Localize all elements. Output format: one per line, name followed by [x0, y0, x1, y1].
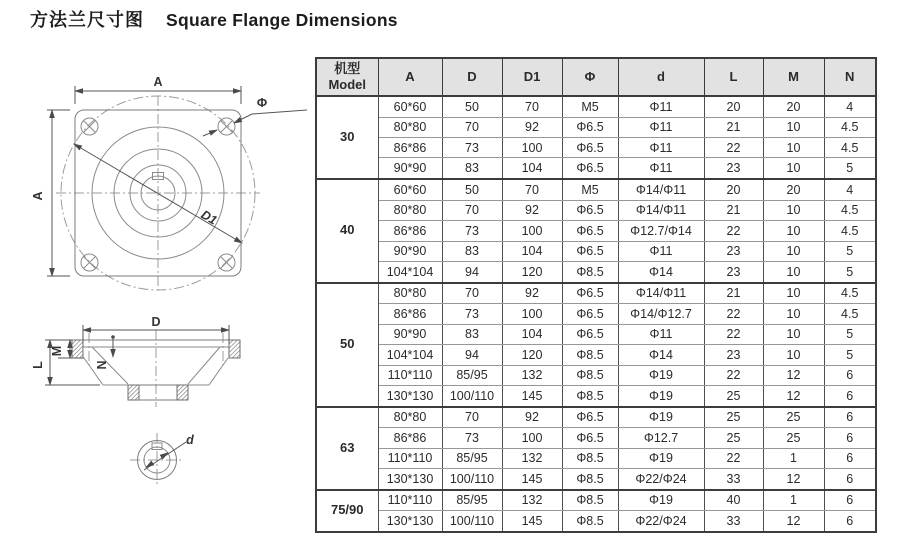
dim-cell: 4.5 [824, 283, 876, 304]
dim-cell: 70 [442, 283, 502, 304]
dim-cell: 80*80 [378, 200, 442, 220]
dim-cell: 70 [442, 200, 502, 220]
dim-cell: Φ6.5 [562, 428, 618, 448]
dim-cell: 20 [704, 96, 763, 117]
dim-cell: 6 [824, 511, 876, 532]
dim-cell: 25 [704, 428, 763, 448]
header-col: d [618, 58, 704, 96]
dim-cell: Φ8.5 [562, 469, 618, 490]
dim-cell: Φ14/Φ11 [618, 283, 704, 304]
dim-cell: 40 [704, 490, 763, 511]
dim-cell: 130*130 [378, 511, 442, 532]
dim-cell: Φ8.5 [562, 448, 618, 468]
dim-cell: Φ8.5 [562, 511, 618, 532]
dim-cell: M5 [562, 96, 618, 117]
dim-cell: Φ11 [618, 324, 704, 344]
dim-cell: 100 [502, 138, 562, 158]
table-row [316, 511, 876, 532]
dim-cell: 94 [442, 262, 502, 283]
svg-text:d: d [186, 433, 194, 447]
dim-cell: 86*86 [378, 138, 442, 158]
dim-cell: 25 [763, 407, 824, 428]
dim-cell: 23 [704, 262, 763, 283]
page-title-zh: 方法兰尺寸图 [30, 10, 144, 30]
dim-cell: 23 [704, 158, 763, 179]
dim-cell: Φ14 [618, 262, 704, 283]
dim-cell: 10 [763, 241, 824, 261]
flange-front-view [31, 75, 307, 290]
dim-cell: 25 [704, 385, 763, 406]
table-row [316, 448, 876, 468]
dim-cell: 10 [763, 158, 824, 179]
dim-cell: 73 [442, 138, 502, 158]
dim-cell: 20 [704, 179, 763, 200]
dim-cell: 4 [824, 96, 876, 117]
header-col: Φ [562, 58, 618, 96]
dim-cell: 120 [502, 262, 562, 283]
table-row [316, 304, 876, 324]
dim-cell: 5 [824, 241, 876, 261]
dim-cell: 50 [442, 96, 502, 117]
table-row [316, 385, 876, 406]
dim-cell: Φ6.5 [562, 200, 618, 220]
dim-cell: Φ19 [618, 490, 704, 511]
dim-cell: 120 [502, 345, 562, 365]
table-row [316, 324, 876, 344]
dim-cell: 22 [704, 365, 763, 385]
table-row [316, 241, 876, 261]
dim-cell: 110*110 [378, 448, 442, 468]
table-row [316, 345, 876, 365]
svg-text:M: M [50, 345, 64, 357]
dim-cell: 80*80 [378, 407, 442, 428]
dim-cell: 21 [704, 200, 763, 220]
dim-cell: 130*130 [378, 385, 442, 406]
header-model [316, 58, 378, 96]
dim-cell: 104 [502, 241, 562, 261]
model-cell: 30 [316, 96, 378, 179]
dim-cell: 20 [763, 179, 824, 200]
dim-cell: Φ11 [618, 158, 704, 179]
dim-cell: 4.5 [824, 200, 876, 220]
dim-cell: 10 [763, 138, 824, 158]
dim-cell: Φ19 [618, 365, 704, 385]
dim-cell: Φ6.5 [562, 324, 618, 344]
dim-cell: 6 [824, 448, 876, 468]
dim-cell: Φ14 [618, 345, 704, 365]
table-body [316, 96, 876, 532]
dim-cell: 100 [502, 221, 562, 241]
dim-cell: 4.5 [824, 117, 876, 137]
table-row [316, 221, 876, 241]
dim-cell: 6 [824, 428, 876, 448]
header-col: M [763, 58, 824, 96]
shaft-bore-view [130, 433, 194, 487]
dimensions-table [315, 57, 877, 533]
dim-cell: 22 [704, 324, 763, 344]
dim-cell: 22 [704, 221, 763, 241]
dim-cell: 145 [502, 511, 562, 532]
table-row [316, 407, 876, 428]
page-title-en: Square Flange Dimensions [166, 10, 398, 30]
dim-cell: Φ22/Φ24 [618, 511, 704, 532]
dim-cell: 110*110 [378, 490, 442, 511]
dim-cell: 104 [502, 158, 562, 179]
dim-cell: 73 [442, 221, 502, 241]
dim-cell: Φ8.5 [562, 345, 618, 365]
header-col: D1 [502, 58, 562, 96]
dim-cell: Φ6.5 [562, 283, 618, 304]
svg-text:A: A [31, 191, 45, 201]
model-cell: 75/90 [316, 490, 378, 532]
dim-cell: 23 [704, 241, 763, 261]
dim-cell: 10 [763, 324, 824, 344]
dim-cell: 50 [442, 179, 502, 200]
dim-cell: Φ6.5 [562, 158, 618, 179]
table-row [316, 365, 876, 385]
dim-cell: 5 [824, 158, 876, 179]
table-row [316, 469, 876, 490]
dim-cell: 33 [704, 469, 763, 490]
dim-cell: Φ6.5 [562, 117, 618, 137]
dim-cell: Φ14/Φ11 [618, 179, 704, 200]
dim-cell: 6 [824, 469, 876, 490]
dim-cell: 110*110 [378, 365, 442, 385]
dim-cell: Φ8.5 [562, 385, 618, 406]
dim-cell: Φ19 [618, 407, 704, 428]
dim-cell: 1 [763, 490, 824, 511]
dim-cell: 100/110 [442, 511, 502, 532]
dim-cell: 86*86 [378, 428, 442, 448]
dim-cell: 90*90 [378, 241, 442, 261]
dim-cell: 100 [502, 428, 562, 448]
dim-cell: 73 [442, 428, 502, 448]
dim-cell: Φ6.5 [562, 241, 618, 261]
dim-cell: Φ14/Φ12.7 [618, 304, 704, 324]
dim-cell: 10 [763, 262, 824, 283]
dim-cell: 33 [704, 511, 763, 532]
dim-cell: 86*86 [378, 221, 442, 241]
dim-cell: 100/110 [442, 385, 502, 406]
dim-cell: 132 [502, 365, 562, 385]
dim-cell: 100/110 [442, 469, 502, 490]
page-title [30, 6, 398, 32]
dim-cell: 145 [502, 385, 562, 406]
dim-cell: 12 [763, 385, 824, 406]
dim-cell: 80*80 [378, 283, 442, 304]
dim-cell: Φ6.5 [562, 138, 618, 158]
dim-cell: 60*60 [378, 96, 442, 117]
dim-cell: 60*60 [378, 179, 442, 200]
dim-cell: 4.5 [824, 221, 876, 241]
model-cell: 63 [316, 407, 378, 490]
header-model-zh: 机型 [334, 61, 361, 77]
dim-cell: 5 [824, 262, 876, 283]
dim-cell: 22 [704, 138, 763, 158]
dim-cell: 85/95 [442, 448, 502, 468]
header-model-en: Model [328, 77, 367, 92]
dim-cell: 10 [763, 304, 824, 324]
dim-cell: 83 [442, 324, 502, 344]
dim-cell: 92 [502, 283, 562, 304]
table-header [316, 58, 876, 96]
dim-cell: 23 [704, 345, 763, 365]
dim-cell: Φ8.5 [562, 365, 618, 385]
svg-text:L: L [31, 361, 45, 369]
dim-cell: 132 [502, 448, 562, 468]
dim-cell: Φ11 [618, 96, 704, 117]
table-row [316, 179, 876, 200]
dim-cell: Φ12.7 [618, 428, 704, 448]
table-row [316, 283, 876, 304]
table-row [316, 117, 876, 137]
dim-cell: 70 [502, 96, 562, 117]
dim-cell: Φ8.5 [562, 490, 618, 511]
dim-cell: 20 [763, 96, 824, 117]
dim-cell: 21 [704, 117, 763, 137]
table-row [316, 96, 876, 117]
dim-cell: 130*130 [378, 469, 442, 490]
dim-cell: 70 [442, 407, 502, 428]
dim-cell: 10 [763, 283, 824, 304]
dim-cell: Φ11 [618, 117, 704, 137]
dim-cell: 6 [824, 490, 876, 511]
dim-cell: 85/95 [442, 490, 502, 511]
dim-cell: 104*104 [378, 262, 442, 283]
dim-cell: 104 [502, 324, 562, 344]
dim-cell: 4.5 [824, 304, 876, 324]
dim-cell: 12 [763, 469, 824, 490]
dim-cell: 10 [763, 200, 824, 220]
svg-text:D: D [151, 315, 161, 329]
dim-cell: Φ8.5 [562, 262, 618, 283]
model-cell: 50 [316, 283, 378, 407]
svg-text:A: A [153, 75, 163, 89]
dim-cell: 4 [824, 179, 876, 200]
dim-cell: 85/95 [442, 365, 502, 385]
svg-text:N: N [95, 360, 109, 370]
dim-cell: 73 [442, 304, 502, 324]
dim-cell: 22 [704, 448, 763, 468]
dim-cell: 80*80 [378, 117, 442, 137]
dim-cell: 12 [763, 511, 824, 532]
dim-cell: 90*90 [378, 324, 442, 344]
dim-cell: Φ12.7/Φ14 [618, 221, 704, 241]
dim-cell: 92 [502, 117, 562, 137]
dim-cell: 6 [824, 365, 876, 385]
dim-cell: 10 [763, 117, 824, 137]
svg-text:Φ: Φ [256, 96, 268, 110]
table-row [316, 138, 876, 158]
table-row [316, 428, 876, 448]
dim-cell: 145 [502, 469, 562, 490]
dim-cell: Φ19 [618, 385, 704, 406]
dim-cell: 90*90 [378, 158, 442, 179]
header-col: L [704, 58, 763, 96]
dim-cell: 83 [442, 241, 502, 261]
dim-cell: Φ6.5 [562, 407, 618, 428]
dim-cell: 4.5 [824, 138, 876, 158]
dim-cell: 86*86 [378, 304, 442, 324]
table-row [316, 158, 876, 179]
flange-side-view [31, 315, 240, 407]
dim-cell: 70 [442, 117, 502, 137]
dim-cell: 132 [502, 490, 562, 511]
table-row [316, 262, 876, 283]
dim-cell: 5 [824, 324, 876, 344]
dim-cell: 5 [824, 345, 876, 365]
dim-cell: 100 [502, 304, 562, 324]
dim-cell: Φ22/Φ24 [618, 469, 704, 490]
dim-cell: Φ14/Φ11 [618, 200, 704, 220]
dim-cell: 1 [763, 448, 824, 468]
dim-cell: 22 [704, 304, 763, 324]
header-col: D [442, 58, 502, 96]
dim-cell: 25 [704, 407, 763, 428]
svg-text:D1: D1 [198, 207, 220, 228]
dim-cell: 94 [442, 345, 502, 365]
dim-cell: Φ19 [618, 448, 704, 468]
dim-cell: 12 [763, 365, 824, 385]
dim-cell: 6 [824, 407, 876, 428]
dim-cell: 104*104 [378, 345, 442, 365]
table-row [316, 200, 876, 220]
dim-cell: 83 [442, 158, 502, 179]
dim-cell: Φ6.5 [562, 221, 618, 241]
dim-cell: 92 [502, 200, 562, 220]
dim-cell: Φ11 [618, 241, 704, 261]
dim-cell: 6 [824, 385, 876, 406]
dim-cell: 10 [763, 345, 824, 365]
model-cell: 40 [316, 179, 378, 283]
dim-cell: Φ6.5 [562, 304, 618, 324]
dim-cell: 92 [502, 407, 562, 428]
dim-cell: 21 [704, 283, 763, 304]
dim-cell: 10 [763, 221, 824, 241]
dim-cell: Φ11 [618, 138, 704, 158]
dim-cell: 25 [763, 428, 824, 448]
header-col: A [378, 58, 442, 96]
table-row [316, 490, 876, 511]
dim-cell: M5 [562, 179, 618, 200]
header-col: N [824, 58, 876, 96]
dim-cell: 70 [502, 179, 562, 200]
